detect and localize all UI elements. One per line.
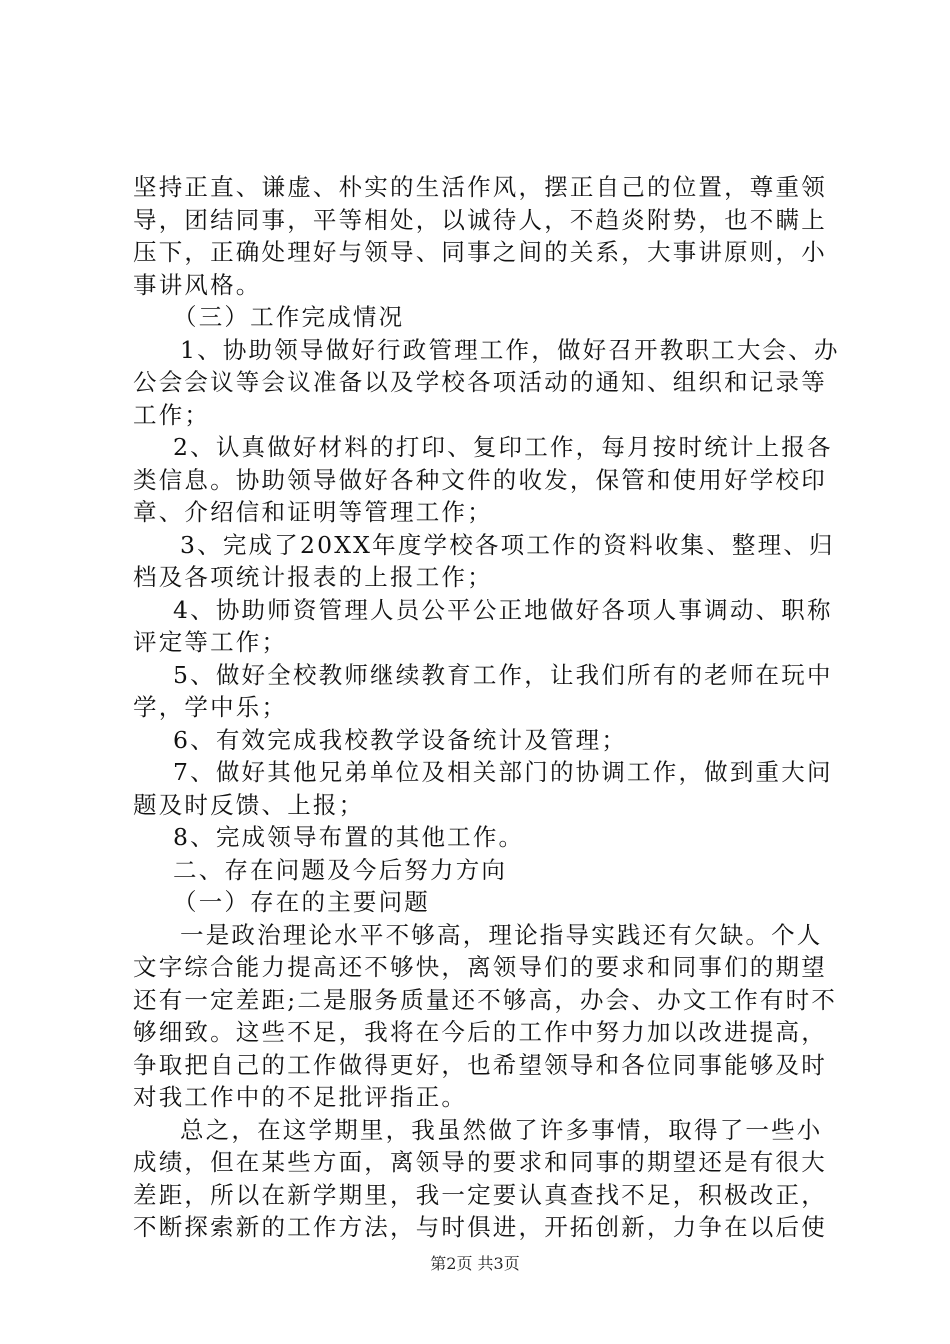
text-line: 总之，在这学期里，我虽然做了许多事情，取得了一些小	[180, 1115, 823, 1144]
page-number: 第2页 共3页	[430, 1254, 520, 1273]
text-line: 评定等工作；	[133, 628, 288, 656]
text-line: 章、介绍信和证明等管理工作；	[133, 498, 493, 526]
text-line: 事讲风格。	[133, 270, 262, 299]
text-line: 对我工作中的不足批评指正。	[133, 1083, 468, 1111]
text-line: 导，团结同事，平等相处，以诚待人，不趋炎附势，也不瞒上	[133, 205, 827, 234]
text-line: （三）工作完成情况	[173, 303, 405, 331]
text-line: 学，学中乐；	[133, 693, 288, 721]
text-line: 坚持正直、谦虚、朴实的生活作风，摆正自己的位置，尊重领	[133, 173, 827, 201]
text-line: 4、协助师资管理人员公平公正地做好各项人事调动、职称	[173, 595, 833, 624]
text-line: 类信息。协助领导做好各种文件的收发，保管和使用好学校印	[133, 465, 827, 494]
text-line: 不断探索新的工作方法，与时俱进，开拓创新，力争在以后使	[133, 1213, 827, 1241]
text-line: 压下，正确处理好与领导、同事之间的关系，大事讲原则，小	[133, 238, 827, 266]
text-line: （一）存在的主要问题	[173, 888, 430, 916]
text-line: 3、完成了20XX年度学校各项工作的资料收集、整理、归	[180, 530, 835, 559]
text-line: 文字综合能力提高还不够快，离领导们的要求和同事们的期望	[133, 953, 827, 981]
text-line: 8、完成领导布置的其他工作。	[173, 823, 525, 851]
text-line: 1、协助领导做好行政管理工作，做好召开教职工大会、办	[180, 335, 840, 364]
text-line: 公会会议等会议准备以及学校各项活动的通知、组织和记录等	[133, 368, 827, 396]
text-line: 档及各项统计报表的上报工作；	[133, 563, 493, 591]
text-line: 差距，所以在新学期里，我一定要认真查找不足，积极改正，	[133, 1180, 827, 1209]
text-line: 6、有效完成我校教学设备统计及管理；	[173, 725, 628, 754]
text-line: 工作；	[133, 400, 211, 429]
page-footer	[0, 1254, 950, 1274]
text-line: 够细致。这些不足，我将在今后的工作中努力加以改进提高，	[133, 1018, 827, 1046]
text-line: 一是政治理论水平不够高，理论指导实践还有欠缺。个人	[180, 920, 823, 949]
text-line: 争取把自己的工作做得更好，也希望领导和各位同事能够及时	[133, 1050, 827, 1079]
text-line: 成绩，但在某些方面，离领导的要求和同事的期望还是有很大	[133, 1148, 827, 1176]
text-line: 二、存在问题及今后努力方向	[173, 855, 508, 884]
document-body	[133, 171, 840, 1244]
text-line: 5、做好全校教师继续教育工作，让我们所有的老师在玩中	[173, 660, 833, 689]
text-line: 还有一定差距;二是服务质量还不够高，办会、办文工作有时不	[133, 985, 838, 1014]
text-line: 2、认真做好材料的打印、复印工作，每月按时统计上报各	[173, 433, 833, 461]
text-line: 题及时反馈、上报；	[133, 790, 365, 819]
text-line: 7、做好其他兄弟单位及相关部门的协调工作，做到重大问	[173, 758, 833, 786]
